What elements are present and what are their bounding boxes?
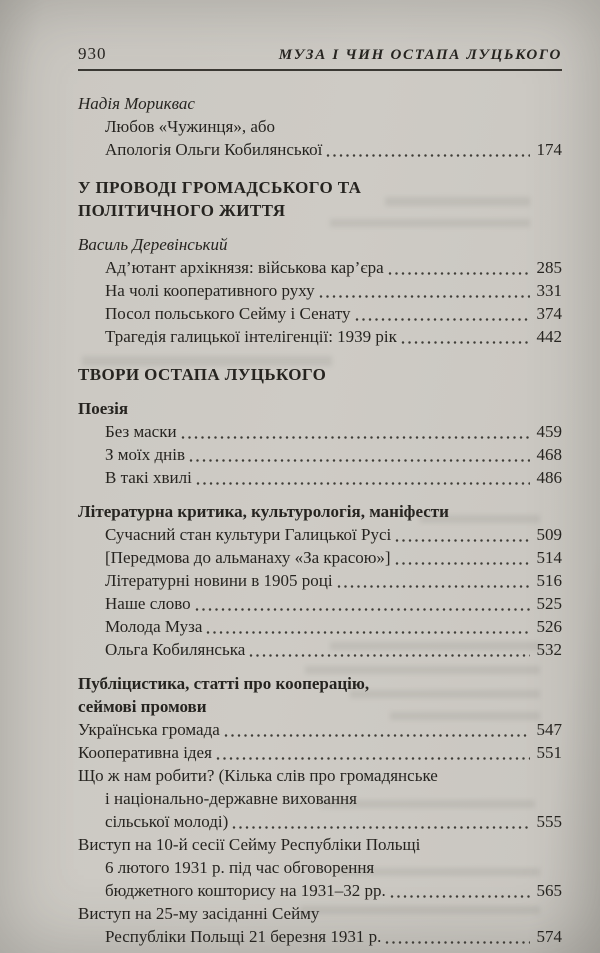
- leader-dots: [249, 654, 529, 657]
- entry-title: Республіки Польщі 21 березня 1931 р.: [105, 927, 382, 946]
- leader-dots: [401, 341, 530, 344]
- entry-page: 459: [536, 422, 562, 441]
- entry-title: З моїх днів: [105, 445, 185, 464]
- entry-title: Кооперативна ідея: [78, 743, 212, 762]
- entry-title: Трагедія галицької інтелігенції: 1939 рік: [105, 327, 397, 346]
- entry-title-line: Виступ на 10-й сесії Сейму Республіки Польщі: [78, 835, 421, 854]
- entry-last-line: [105, 138, 562, 161]
- leader-dots: [189, 459, 530, 462]
- subsection-heading: [78, 672, 562, 718]
- toc-entry: [105, 638, 562, 661]
- subsection-heading: Поезія: [78, 399, 129, 418]
- entry-title: Без маски: [105, 422, 177, 441]
- toc-entry: [105, 325, 562, 348]
- entry-title-line: Що ж нам робити? (Кілька слів про громадянське: [78, 766, 438, 785]
- toc-entry: [105, 615, 562, 638]
- entry-title-line: Любов «Чужинця», або: [105, 117, 276, 136]
- entry-title: На чолі кооперативного руху: [105, 281, 315, 300]
- toc-entry: [105, 569, 562, 592]
- leader-dots: [232, 826, 529, 829]
- entry-page: 526: [536, 617, 562, 636]
- leader-dots: [326, 154, 529, 157]
- header-rule: [78, 69, 562, 71]
- section-heading-line: ТВОРИ ОСТАПА ЛУЦЬКОГО: [78, 365, 327, 384]
- entry-page: 374: [536, 304, 562, 323]
- entry-page: 514: [536, 548, 562, 567]
- toc-entry: [105, 443, 562, 466]
- entry-page: 565: [536, 881, 562, 900]
- toc-entry: [78, 741, 562, 764]
- leader-dots: [216, 757, 530, 760]
- entry-page: 174: [536, 140, 562, 159]
- leader-dots: [319, 295, 530, 298]
- entry-title: Українська громада: [78, 720, 220, 739]
- leader-dots: [337, 585, 530, 588]
- entry-page: 555: [536, 812, 562, 831]
- section-heading: [78, 176, 562, 222]
- entry-title: Апологія Ольги Кобилянської: [105, 140, 323, 159]
- entry-last-line: [105, 879, 562, 902]
- entry-title: Літературні новини в 1905 році: [105, 571, 333, 590]
- entry-last-line: [105, 810, 562, 833]
- toc-entry: [105, 115, 562, 161]
- entry-page: 442: [536, 327, 562, 346]
- toc-entry: [78, 764, 562, 833]
- author-name: Василь Деревінський: [78, 235, 228, 254]
- section-heading-line: У ПРОВОДІ ГРОМАДСЬКОГО ТА: [78, 178, 362, 197]
- entry-page: 285: [536, 258, 562, 277]
- entry-title-line: і національно-державне виховання: [105, 789, 357, 808]
- leader-dots: [196, 482, 530, 485]
- subsection-heading-line: Публіцистика, статті про кооперацію,: [78, 674, 370, 693]
- section-heading-line: ПОЛІТИЧНОГО ЖИТТЯ: [78, 201, 286, 220]
- running-head: [78, 44, 562, 64]
- entry-title: Сучасний стан культури Галицької Русі: [105, 525, 392, 544]
- entry-title: Посол польського Сейму і Сенату: [105, 304, 351, 323]
- toc-entry: [78, 718, 562, 741]
- leader-dots: [390, 895, 530, 898]
- author-name: Надія Мориквас: [78, 94, 195, 113]
- leader-dots: [388, 272, 530, 275]
- toc-entry: [78, 833, 562, 902]
- leader-dots: [385, 941, 529, 944]
- entry-title: [Передмова до альманаху «За красою»]: [105, 548, 391, 567]
- entry-page: 532: [536, 640, 562, 659]
- entry-title: В такі хвилі: [105, 468, 192, 487]
- toc-entry: [105, 279, 562, 302]
- leader-dots: [224, 734, 530, 737]
- page-number: 930: [78, 44, 107, 63]
- table-of-contents: [78, 92, 562, 948]
- toc-entry: [105, 420, 562, 443]
- toc-entry: [105, 592, 562, 615]
- entry-title: бюджетного кошторису на 1931–32 рр.: [105, 881, 386, 900]
- leader-dots: [395, 539, 529, 542]
- running-title: МУЗА І ЧИН ОСТАПА ЛУЦЬКОГО: [278, 47, 562, 63]
- leader-dots: [206, 631, 529, 634]
- entry-title: Наше слово: [105, 594, 191, 613]
- section-heading: [78, 363, 562, 386]
- leader-dots: [181, 436, 530, 439]
- entry-page: 509: [536, 525, 562, 544]
- toc-entry: [78, 902, 562, 948]
- entry-title: сільської молоді): [105, 812, 229, 831]
- entry-page: 574: [536, 927, 562, 946]
- toc-entry: [105, 302, 562, 325]
- leader-dots: [195, 608, 530, 611]
- entry-title-line: 6 лютого 1931 р. під час обговорення: [105, 858, 375, 877]
- entry-title: Молода Муза: [105, 617, 203, 636]
- entry-page: 551: [536, 743, 562, 762]
- entry-page: 547: [536, 720, 562, 739]
- entry-title-line: Виступ на 25-му засіданні Сейму: [78, 904, 320, 923]
- entry-last-line: [105, 925, 562, 948]
- entry-page: 331: [536, 281, 562, 300]
- entry-title: Ольга Кобилянська: [105, 640, 246, 659]
- leader-dots: [355, 318, 530, 321]
- subsection-heading-line: сеймові промови: [78, 697, 207, 716]
- toc-entry: [105, 466, 562, 489]
- leader-dots: [395, 562, 530, 565]
- toc-entry: [105, 256, 562, 279]
- entry-page: 486: [536, 468, 562, 487]
- subsection-heading: Літературна критика, культурологія, маніфести: [78, 502, 449, 521]
- entry-page: 516: [536, 571, 562, 590]
- toc-entry: [105, 546, 562, 569]
- entry-page: 525: [536, 594, 562, 613]
- entry-page: 468: [536, 445, 562, 464]
- entry-title: Ад’ютант архікнязя: військова кар’єра: [105, 258, 384, 277]
- toc-entry: [105, 523, 562, 546]
